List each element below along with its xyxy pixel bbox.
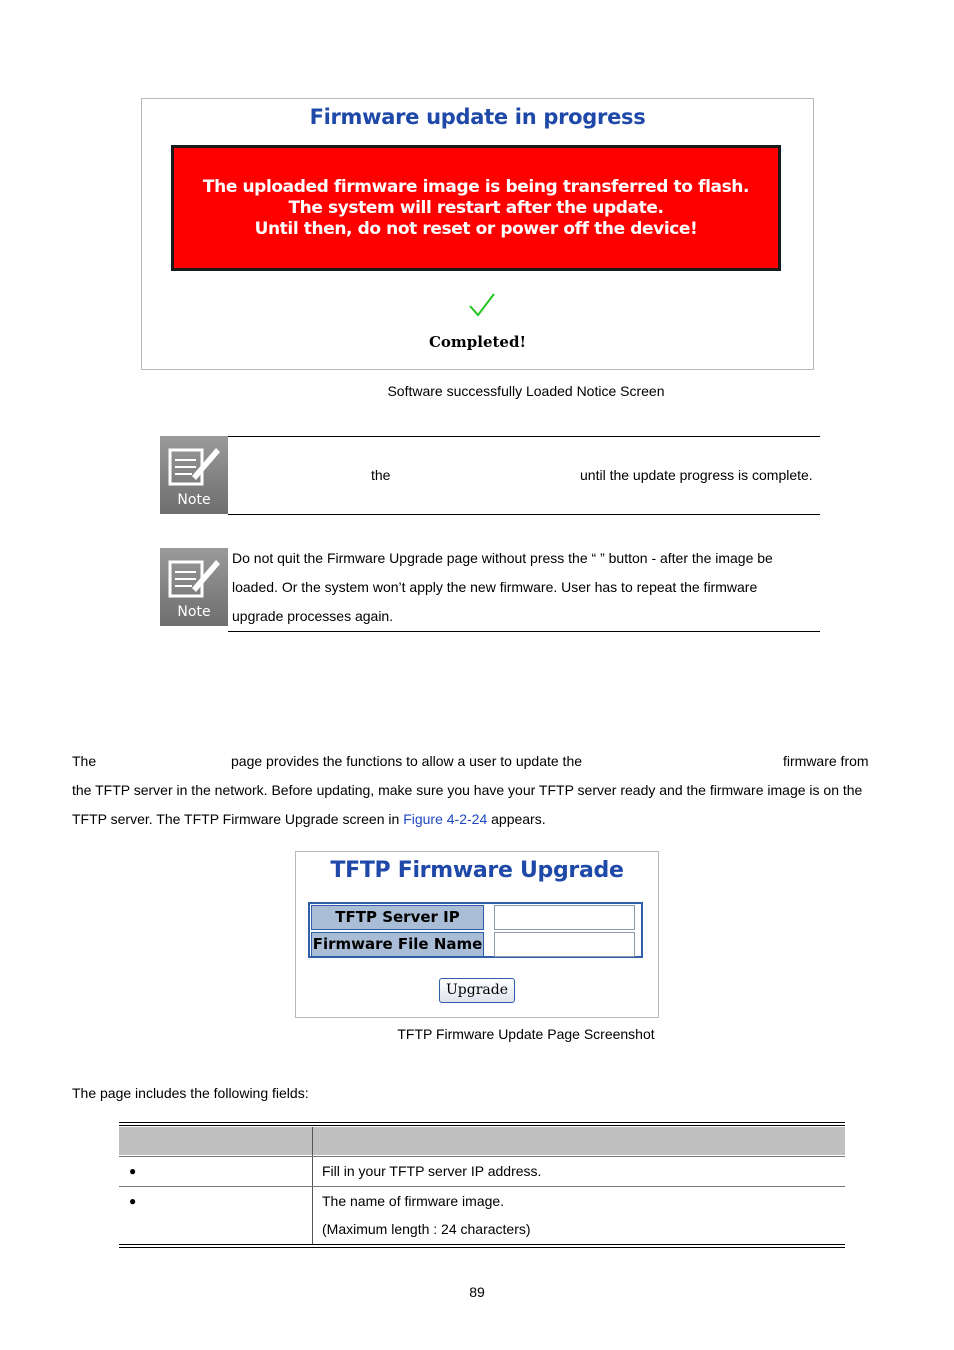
note-label: Note: [177, 604, 211, 620]
table-bottom-rule: [119, 1244, 845, 1245]
table-header: [119, 1127, 845, 1155]
intro-text: firmware from: [783, 753, 869, 769]
table-top-rule: [119, 1122, 845, 1123]
firmware-file-name-input[interactable]: [494, 932, 635, 957]
firmware-progress-title: Firmware update in progress: [309, 105, 646, 129]
note-label: Note: [177, 492, 211, 508]
intro-text: [72, 805, 546, 834]
intro-text-pre: TFTP server. The TFTP Firmware Upgrade screen in: [72, 811, 400, 827]
intro-text: The: [72, 753, 97, 769]
figure-link[interactable]: Figure 4-2-24: [403, 811, 488, 827]
intro-text: the TFTP server in the network. Before updating, make sure you have your TFTP server ready and the firmware image is on the: [72, 782, 863, 798]
notepad-pen-icon: [166, 554, 222, 600]
note-rule: [228, 514, 820, 515]
note2-text: upgrade processes again.: [232, 608, 394, 624]
note2-text: loaded. Or the system won’t apply the new firmware. User has to repeat the firmware: [232, 579, 758, 595]
tftp-title: TFTP Firmware Upgrade: [330, 858, 624, 883]
alert-line: The uploaded firmware image is being transferred to flash.: [202, 177, 750, 197]
completed-status: Completed!: [428, 333, 527, 351]
page-number: 89: [469, 1284, 485, 1300]
alert-line: Until then, do not reset or power off the device!: [254, 219, 698, 239]
figure-caption: Software successfully Loaded Notice Screen: [387, 383, 665, 399]
tftp-form-table: [308, 902, 643, 958]
table-top-rule: [119, 1125, 845, 1126]
intro-text-post: appears.: [491, 811, 546, 827]
alert-line: The system will restart after the update.: [288, 198, 664, 218]
firmware-file-name-label: Firmware File Name: [311, 932, 484, 957]
note-rule: [228, 631, 820, 632]
note1-text: until the update progress is complete.: [580, 467, 813, 483]
upgrade-button[interactable]: Upgrade: [439, 978, 515, 1003]
check-icon: [469, 293, 495, 317]
note-rule: [228, 436, 820, 437]
tftp-server-ip-input[interactable]: [494, 905, 635, 930]
tftp-server-ip-label: TFTP Server IP: [311, 905, 484, 930]
field-description: (Maximum length : 24 characters): [322, 1221, 531, 1237]
note1-text: the: [371, 467, 391, 483]
table-bottom-rule: [119, 1247, 845, 1248]
notepad-pen-icon: [166, 442, 222, 488]
tftp-upgrade-screenshot: [295, 851, 659, 1018]
fields-intro: The page includes the following fields:: [72, 1085, 309, 1101]
intro-text: page provides the functions to allow a user to update the: [231, 753, 583, 769]
note-icon: [160, 548, 228, 626]
note-icon: [160, 436, 228, 514]
note2-text: Do not quit the Firmware Upgrade page without press the “ ” button - after the image be: [232, 550, 773, 566]
field-description: Fill in your TFTP server IP address.: [322, 1163, 542, 1179]
field-description: The name of firmware image.: [322, 1193, 505, 1209]
firmware-alert-box: [171, 145, 781, 271]
bullet-icon: ●: [129, 1164, 137, 1178]
figure-caption: TFTP Firmware Update Page Screenshot: [397, 1026, 655, 1042]
bullet-icon: ●: [129, 1194, 137, 1208]
firmware-progress-screenshot: [141, 98, 814, 370]
